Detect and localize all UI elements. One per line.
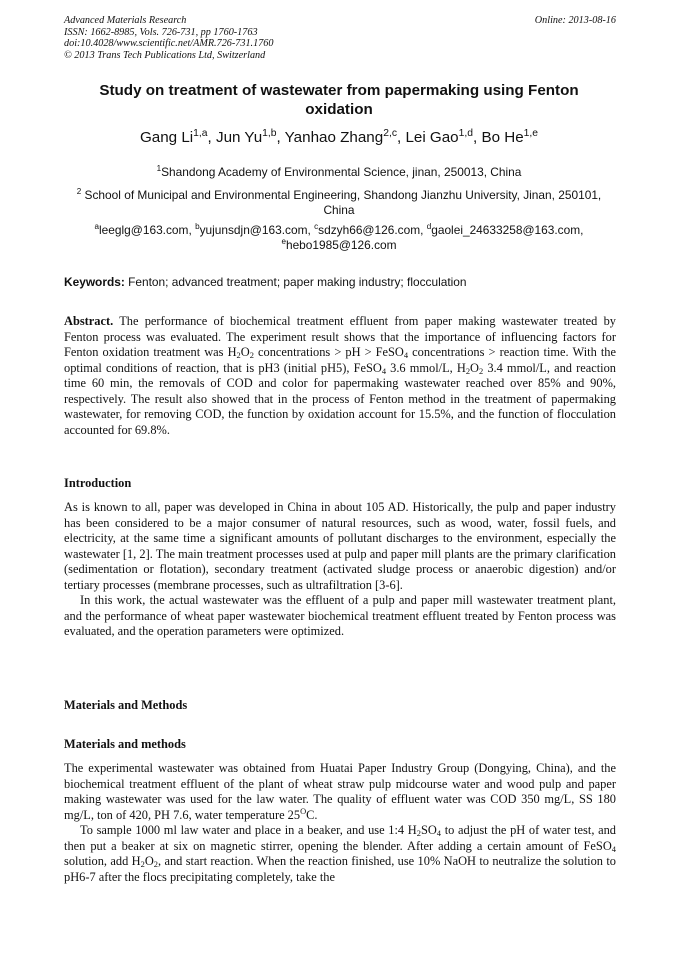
introduction-body <box>64 500 616 640</box>
abstract: Abstract. The performance of biochemical treatment effluent from paper making wastewater treated by Fenton process was evaluated. The experiment result shows that the importance of influencing factors for Fenton oxidation treatment was $H_2O_2$ concentrations > pH > FeSO$_4$ concentrations > reaction time. With the optimal conditions of reaction, that is pH3 (initial pH5), FeSO$_4$ 3.6 mmol/L, $H_2O_2$ 3.4 mmol/L, and reaction time 60 min, the removals of COD and color for papermaking wastewater reached over 85% and 90%, respectively. The result also showed that in the process of Fenton method in the treatment of papermaking wastewater, for removing COD, the function by oxidation account for 15.5%, and the function of flocculation accounted for 69.8%. <box>64 314 616 437</box>
email-link[interactable]: leeglg@163.com, <box>99 223 196 237</box>
author-list <box>64 128 614 147</box>
paragraph: In this work, the actual wastewater was the effluent of a pulp and paper mill wastewater treatment plant, and the performance of wheat paper wastewater biochemical treatment effluent treated by Fenton process was evaluated, and the operation parameters were optimized. <box>64 593 616 639</box>
keywords-label: Keywords: <box>64 275 125 289</box>
author-emails: $^a$leeglg@163.com, $^b$yujunsdjn@163.com, $^c$sdzyh66@126.com, $^d$gaolei_24633258@163.com, $^e$hebo1985@126.com <box>94 222 584 252</box>
copyright-line: © 2013 Trans Tech Publications Ltd, Switzerland <box>64 49 266 61</box>
author: Bo He$^{1,e}$ <box>481 127 539 146</box>
paragraph: The experimental wastewater was obtained from Huatai Paper Industry Group (Dongying, China), and the biochemical treatment effluent of the plant of wheat straw pulp midcourse water and wood pulp and paper making wastewater was used for the law water. The quality of effluent water was COD 350 mg/L, SS 180 mg/L, ton of 420, PH 7.6, water temperature $25^OC$. <box>64 761 616 822</box>
keywords: Keywords: Fenton; advanced treatment; paper making industry; flocculation <box>64 275 467 289</box>
paragraph: As is known to all, paper was developed in China in about 105 AD. Historically, the pulp and paper industry has been considered to be a major consumer of natural resources, such as wood, water, fossil fuels, and electricity, at the same time a significant amounts of pollutant discharges to the environment, especially the wastewater [1, 2]. The main treatment processes used at pulp and paper mill plants are the primary clarification (sedimentation or flotation), secondary treatment (activated sludge process or anaerobic digestion) and/or tertiary processes (membrane processes, such as ultrafiltration [3-6]. <box>64 500 616 592</box>
author: Gang Li$^{1,a}$, <box>139 127 216 146</box>
affiliation-2: $^2$ School of Municipal and Environmental Engineering, Shandong Jianzhu University, Jinan, 250101, China <box>76 187 602 217</box>
email-link[interactable]: hebo1985@126.com <box>285 238 397 252</box>
abstract-label: Abstract. <box>64 314 114 328</box>
paper-title: Study on treatment of wastewater from papermaking using Fenton oxidation <box>99 82 579 118</box>
subsection-heading-materials-methods: Materials and methods <box>64 737 186 751</box>
email-link[interactable]: gaolei_24633258@163.com, <box>431 223 584 237</box>
doi-line: doi:10.4028/www.scientific.net/AMR.726-731.1760 <box>64 38 274 49</box>
author: Jun Yu$^{1,b}$, <box>215 127 285 146</box>
online-date: Online: 2013-08-16 <box>534 15 616 26</box>
journal-name: Advanced Materials Research <box>64 15 187 26</box>
issn-line: ISSN: 1662-8985, Vols. 726-731, pp 1760-1763 <box>64 26 258 38</box>
email-link[interactable]: sdzyh66@126.com, <box>318 223 427 237</box>
section-heading-introduction: Introduction <box>64 476 132 490</box>
author: Yanhao Zhang$^{2,c}$, <box>284 127 406 146</box>
running-header <box>64 15 616 61</box>
section-heading-materials-methods: Materials and Methods <box>64 698 188 712</box>
paragraph: To sample 1000 ml law water and place in a beaker, and use 1:4 $H_2SO_4$ to adjust the pH of water test, and then put a beaker at six on magnetic stirrer, opening the blender. After adding a certain amount of FeSO$_4$ solution, add $H_2O_2$, and start reaction. When the reaction finished, use 10% NaOH to neutralize the solution to pH6-7 after the flocs precipitating completely, take the <box>64 823 616 884</box>
author: Lei Gao$^{1,d}$, <box>405 127 482 146</box>
email-link[interactable]: yujunsdjn@163.com, <box>199 223 315 237</box>
affiliation-1: $^1$Shandong Academy of Environmental Science, jinan, 250013, China <box>156 164 522 179</box>
methods-body <box>64 761 616 885</box>
